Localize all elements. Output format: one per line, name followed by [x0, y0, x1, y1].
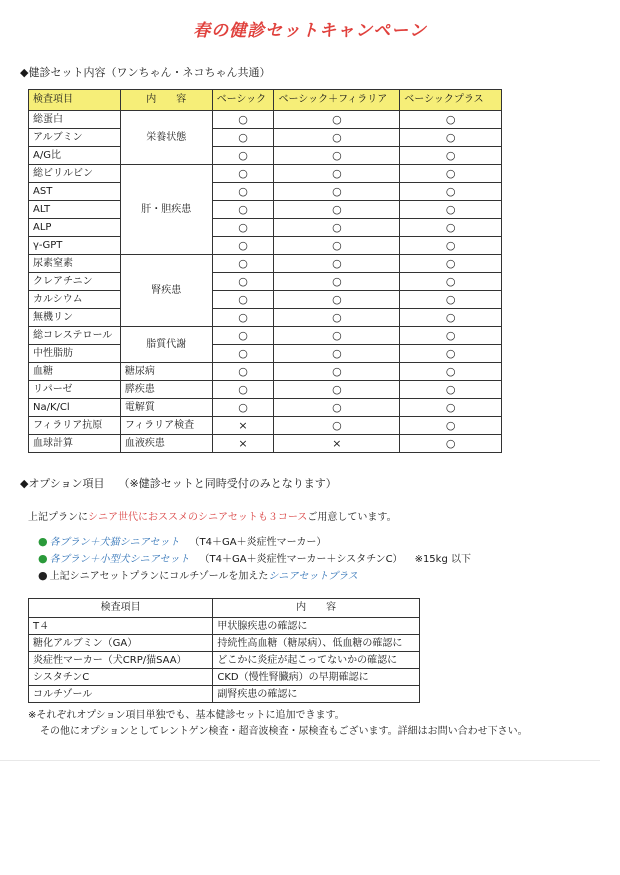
table-row	[29, 111, 502, 129]
item-cell: 総蛋白	[29, 111, 121, 129]
section-heading-options	[20, 475, 337, 491]
basic-mark: ○	[212, 381, 274, 399]
bullet-dot-icon: ●	[38, 569, 48, 582]
item-cell: γ-GPT	[29, 237, 121, 255]
page-title: 春の健診セットキャンペーン	[193, 21, 427, 41]
option-item: T４	[29, 618, 213, 635]
table-row	[29, 291, 502, 309]
basic-filaria-mark: ○	[274, 417, 400, 435]
basic-plus-mark: ○	[400, 147, 502, 165]
table-header-row	[29, 599, 420, 618]
basic-mark: ○	[212, 345, 274, 363]
item-cell: 尿素窒素	[29, 255, 121, 273]
category-cell: 脂質代謝	[120, 327, 212, 363]
option-desc: 副腎疾患の確認に	[213, 686, 420, 703]
basic-plus-mark: ○	[400, 435, 502, 453]
category-cell: 血液疾患	[120, 435, 212, 453]
item-cell: Na/K/Cl	[29, 399, 121, 417]
option-item: 炎症性マーカー（犬CRP/猫SAA）	[29, 652, 213, 669]
option-desc: どこかに炎症が起こってないかの確認に	[213, 652, 420, 669]
section-heading-checkup-set: ◆健診セット内容（ワンちゃん・ネコちゃん共通）	[20, 66, 271, 79]
basic-mark: ○	[212, 291, 274, 309]
table-row	[29, 381, 502, 399]
item-cell: 無機リン	[29, 309, 121, 327]
option-table	[28, 598, 420, 703]
basic-plus-mark: ○	[400, 327, 502, 345]
item-cell: ALP	[29, 219, 121, 237]
table-row	[29, 417, 502, 435]
table-row	[29, 273, 502, 291]
basic-filaria-mark: ○	[274, 111, 400, 129]
basic-filaria-mark: ○	[274, 381, 400, 399]
footnote-1: ※それぞれオプション項目単独でも、基本健診セットに追加できます。	[28, 710, 345, 721]
item-cell: A/G比	[29, 147, 121, 165]
basic-filaria-mark: ○	[274, 291, 400, 309]
basic-filaria-mark: ○	[274, 147, 400, 165]
basic-mark: ○	[212, 147, 274, 165]
basic-mark: ○	[212, 309, 274, 327]
basic-mark: ○	[212, 219, 274, 237]
basic-plus-mark: ○	[400, 129, 502, 147]
basic-plus-mark: ○	[400, 381, 502, 399]
header-basic-filaria: ベーシック＋フィラリア	[274, 90, 400, 111]
basic-plus-mark: ○	[400, 417, 502, 435]
basic-plus-mark: ○	[400, 165, 502, 183]
category-cell: 膵疾患	[120, 381, 212, 399]
basic-mark: ○	[212, 165, 274, 183]
category-cell: 電解質	[120, 399, 212, 417]
senior-intro	[28, 508, 397, 523]
option-item: コルチゾール	[29, 686, 213, 703]
basic-mark: ○	[212, 129, 274, 147]
option-item: シスタチンC	[29, 669, 213, 686]
footnote-2: その他にオプションとしてレントゲン検査・超音波検査・尿検査もございます。詳細はお問い合わせ下さい。	[40, 726, 528, 737]
basic-filaria-mark: ○	[274, 363, 400, 381]
checkup-set-table	[28, 89, 502, 453]
header-basic: ベーシック	[212, 90, 274, 111]
basic-mark: ×	[212, 417, 274, 435]
senior-plan-2	[38, 550, 471, 565]
table-row	[29, 363, 502, 381]
item-cell: 総ビリルビン	[29, 165, 121, 183]
senior-intro-c: ご用意しています。	[307, 512, 397, 523]
divider	[0, 760, 600, 761]
table-header-row	[29, 90, 502, 111]
item-cell: 総コレステロール	[29, 327, 121, 345]
table-row	[29, 255, 502, 273]
basic-filaria-mark: ○	[274, 399, 400, 417]
basic-plus-mark: ○	[400, 399, 502, 417]
basic-plus-mark: ○	[400, 255, 502, 273]
basic-filaria-mark: ○	[274, 129, 400, 147]
basic-mark: ○	[212, 399, 274, 417]
plan-name: シニアセットプラス	[268, 571, 358, 582]
basic-mark: ○	[212, 111, 274, 129]
basic-mark: ○	[212, 273, 274, 291]
table-row	[29, 183, 502, 201]
option-desc: CKD（慢性腎臓病）の早期確認に	[213, 669, 420, 686]
basic-mark: ○	[212, 327, 274, 345]
basic-filaria-mark: ○	[274, 327, 400, 345]
basic-filaria-mark: ○	[274, 219, 400, 237]
option-desc: 持続性高血糖（糖尿病）、低血糖の確認に	[213, 635, 420, 652]
senior-intro-a: 上記プランに	[28, 512, 88, 523]
category-cell: 肝・胆疾患	[120, 165, 212, 255]
table-row	[29, 147, 502, 165]
table-row	[29, 399, 502, 417]
item-cell: 中性脂肪	[29, 345, 121, 363]
table-row	[29, 652, 420, 669]
basic-mark: ×	[212, 435, 274, 453]
basic-filaria-mark: ×	[274, 435, 400, 453]
plan-detail: （T4＋GA＋炎症性マーカー＋シスタチンC）	[199, 554, 403, 565]
category-cell: 栄養状態	[120, 111, 212, 165]
basic-mark: ○	[212, 255, 274, 273]
basic-mark: ○	[212, 201, 274, 219]
table-row	[29, 201, 502, 219]
basic-filaria-mark: ○	[274, 273, 400, 291]
header-basic-plus: ベーシックプラス	[400, 90, 502, 111]
basic-mark: ○	[212, 237, 274, 255]
plan-name: 各プラン＋小型犬シニアセット	[49, 554, 190, 565]
option-desc: 甲状腺疾患の確認に	[213, 618, 420, 635]
senior-plan-1	[38, 533, 326, 548]
table-row	[29, 345, 502, 363]
plan-text: 上記シニアセットプランにコルチゾールを加えた	[49, 571, 269, 582]
basic-filaria-mark: ○	[274, 255, 400, 273]
header-item: 検査項目	[29, 90, 121, 111]
table-row	[29, 618, 420, 635]
basic-mark: ○	[212, 363, 274, 381]
plan-name: 各プラン＋犬猫シニアセット	[49, 537, 180, 548]
basic-filaria-mark: ○	[274, 237, 400, 255]
bullet-dot-icon: ●	[38, 535, 48, 548]
table-row	[29, 669, 420, 686]
bullet-dot-icon: ●	[38, 552, 48, 565]
table-row	[29, 635, 420, 652]
item-cell: AST	[29, 183, 121, 201]
basic-mark: ○	[212, 183, 274, 201]
category-cell: 糖尿病	[120, 363, 212, 381]
table-row	[29, 435, 502, 453]
item-cell: 血糖	[29, 363, 121, 381]
basic-plus-mark: ○	[400, 237, 502, 255]
item-cell: アルブミン	[29, 129, 121, 147]
basic-plus-mark: ○	[400, 273, 502, 291]
table-row	[29, 165, 502, 183]
item-cell: ALT	[29, 201, 121, 219]
header-content: 内 容	[120, 90, 212, 111]
item-cell: フィラリア抗原	[29, 417, 121, 435]
basic-plus-mark: ○	[400, 291, 502, 309]
basic-plus-mark: ○	[400, 201, 502, 219]
basic-plus-mark: ○	[400, 111, 502, 129]
table-row	[29, 129, 502, 147]
item-cell: リパーゼ	[29, 381, 121, 399]
basic-plus-mark: ○	[400, 219, 502, 237]
basic-plus-mark: ○	[400, 345, 502, 363]
header-item: 検査項目	[29, 599, 213, 618]
table-row	[29, 309, 502, 327]
plan-weight-note: ※15kg 以下	[414, 554, 471, 565]
category-cell: フィラリア検査	[120, 417, 212, 435]
basic-plus-mark: ○	[400, 183, 502, 201]
option-item: 糖化アルブミン（GA）	[29, 635, 213, 652]
senior-plan-3	[38, 567, 358, 582]
basic-filaria-mark: ○	[274, 345, 400, 363]
plan-detail: （T4＋GA＋炎症性マーカー）	[189, 537, 327, 548]
category-cell: 腎疾患	[120, 255, 212, 327]
options-heading-label: ◆オプション項目	[20, 477, 105, 490]
options-note: （※健診セットと同時受付のみとなります）	[118, 477, 337, 490]
basic-filaria-mark: ○	[274, 165, 400, 183]
basic-filaria-mark: ○	[274, 309, 400, 327]
basic-filaria-mark: ○	[274, 183, 400, 201]
table-row	[29, 237, 502, 255]
basic-plus-mark: ○	[400, 363, 502, 381]
item-cell: クレアチニン	[29, 273, 121, 291]
item-cell: 血球計算	[29, 435, 121, 453]
senior-intro-highlight: シニア世代におススメのシニアセットも３コース	[88, 512, 308, 523]
basic-filaria-mark: ○	[274, 201, 400, 219]
item-cell: カルシウム	[29, 291, 121, 309]
table-row	[29, 686, 420, 703]
table-row	[29, 327, 502, 345]
basic-plus-mark: ○	[400, 309, 502, 327]
table-row	[29, 219, 502, 237]
header-content: 内 容	[213, 599, 420, 618]
